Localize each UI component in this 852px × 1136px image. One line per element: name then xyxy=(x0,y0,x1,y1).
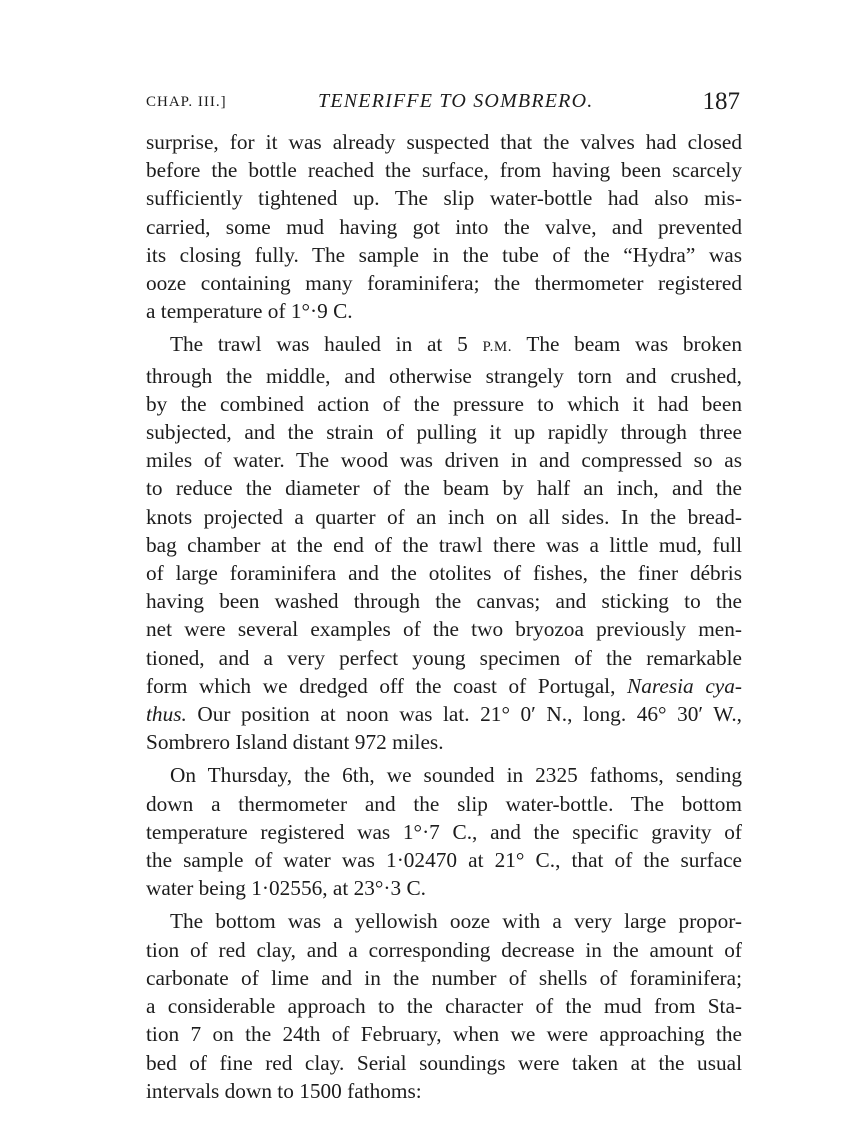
text-line: carried, some mud having got into the valve, and prevented xyxy=(146,214,742,239)
text-fragment: form which we dredged off the coast of Portugal, xyxy=(146,673,628,698)
text-line: down a thermometer and the slip water-bottle. The bottom xyxy=(146,791,742,816)
text-line: water being 1·02556, at 23°·3 C. xyxy=(146,876,426,901)
text-line: tioned, and a very perfect young specimen of the remarkable xyxy=(146,645,742,670)
text-line xyxy=(146,672,742,700)
text-line: through the middle, and otherwise strangely torn and crushed, xyxy=(146,363,742,388)
page-number: 187 xyxy=(702,88,740,115)
text-line: a considerable approach to the character of the mud from Sta- xyxy=(146,994,742,1019)
pm-abbreviation: P.M. xyxy=(482,339,512,356)
text-line: of large foraminifera and the otolites of fishes, the finer débris xyxy=(146,561,742,586)
text-line: surprise, for it was already suspected that the valves had closed xyxy=(146,130,742,154)
text-line: bed of fine red clay. Serial soundings were taken at the usual xyxy=(146,1050,742,1075)
text-fragment: Our position at noon was lat. 21° 0′ N., long. 46° 30′ W., xyxy=(186,702,742,727)
text-line: subjected, and the strain of pulling it up rapidly through three xyxy=(146,420,742,445)
paragraph-4 xyxy=(146,907,742,1104)
text-line: temperature registered was 1°·7 C., and the specific gravity of xyxy=(146,819,742,844)
paragraph-3 xyxy=(146,761,742,902)
text-line: miles of water. The wood was driven in and compressed so as xyxy=(146,448,742,473)
text-line: knots projected a quarter of an inch on all sides. In the bread- xyxy=(146,504,742,529)
text-line: a temperature of 1°·9 C. xyxy=(146,299,353,324)
running-header xyxy=(146,88,740,120)
text-line: before the bottle reached the surface, from having been scarcely xyxy=(146,158,742,183)
paragraph-1 xyxy=(146,128,742,325)
chapter-label: CHAP. III.] xyxy=(146,94,227,110)
text-fragment: The trawl was hauled in at 5 xyxy=(170,332,483,357)
text-line xyxy=(146,700,742,728)
text-line: sufficiently tightened up. The slip water-bottle had also mis- xyxy=(146,186,742,211)
text-line: On Thursday, the 6th, we sounded in 2325 fathoms, sending xyxy=(170,763,742,788)
text-line: by the combined action of the pressure to which it had been xyxy=(146,391,742,416)
text-line: carbonate of lime and in the number of shells of foraminifera; xyxy=(146,965,742,990)
paragraph-2 xyxy=(146,330,742,756)
species-name: Naresia cya- xyxy=(627,673,742,698)
text-line: to reduce the diameter of the beam by half an inch, and the xyxy=(146,476,742,501)
text-line: The bottom was a yellowish ooze with a very large propor- xyxy=(170,909,742,934)
running-title: TENERIFFE TO SOMBRERO. xyxy=(318,90,594,112)
body-text xyxy=(146,128,742,1105)
text-line: the sample of water was 1·02470 at 21° C., that of the surface xyxy=(146,848,742,873)
text-line: its closing fully. The sample in the tube of the “Hydra” was xyxy=(146,242,742,267)
text-fragment: The beam was broken xyxy=(511,332,743,357)
species-name-cont: thus. xyxy=(146,702,187,727)
text-line: tion of red clay, and a corresponding decrease in the amount of xyxy=(146,937,742,962)
text-line: ooze containing many foraminifera; the thermometer registered xyxy=(146,271,742,296)
text-line: Sombrero Island distant 972 miles. xyxy=(146,730,444,755)
text-line: having been washed through the canvas; and sticking to the xyxy=(146,589,742,614)
text-line xyxy=(146,330,742,361)
text-line: intervals down to 1500 fathoms: xyxy=(146,1078,422,1103)
text-line: net were several examples of the two bryozoa previously men- xyxy=(146,617,742,642)
text-line: tion 7 on the 24th of February, when we were approaching the xyxy=(146,1022,742,1047)
text-line: bag chamber at the end of the trawl there was a little mud, full xyxy=(146,532,742,557)
